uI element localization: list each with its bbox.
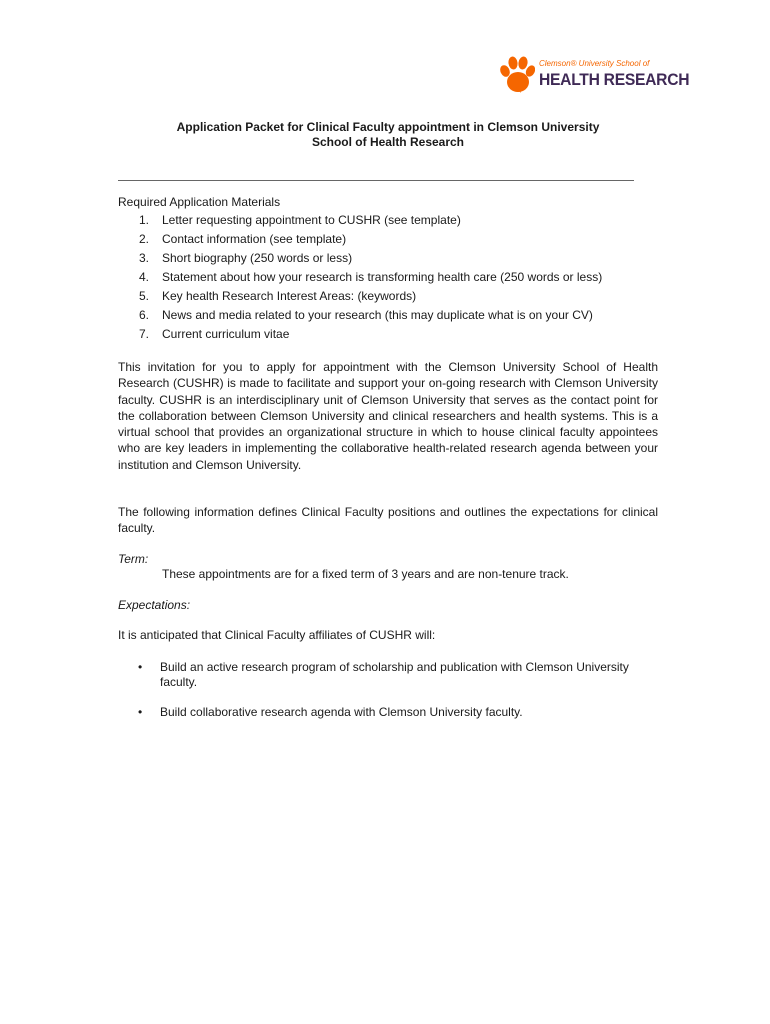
list-number: 6. <box>139 308 150 322</box>
list-item <box>118 327 602 346</box>
school-logo <box>499 56 690 96</box>
list-item <box>118 251 602 270</box>
bullet: • <box>138 705 143 719</box>
list-text: Build collaborative research agenda with Clemson University faculty. <box>160 705 523 719</box>
bullet: • <box>138 660 143 674</box>
horizontal-divider <box>118 180 634 181</box>
list-number: 1. <box>139 213 150 227</box>
title-line-2: School of Health Research <box>311 135 465 149</box>
list-text: Build an active research program of scholarship and publication with Clemson University faculty. <box>160 660 629 689</box>
list-number: 5. <box>139 289 150 303</box>
list-text: News and media related to your research (this may duplicate what is on your CV) <box>162 308 593 322</box>
expectations-list <box>118 660 663 735</box>
title-line-1: Application Packet for Clinical Faculty appointment in Clemson University <box>176 120 600 134</box>
term-text: These appointments are for a fixed term of 3 years and are non-tenure track. <box>162 567 569 581</box>
list-text: Key health Research Interest Areas: (keywords) <box>162 289 417 303</box>
logo-title: HEALTH RESEARCH <box>539 70 690 89</box>
list-number: 2. <box>139 232 150 246</box>
list-text: Contact information (see template) <box>162 232 347 246</box>
list-item <box>118 289 602 308</box>
tiger-paw-icon <box>499 56 535 94</box>
list-item <box>118 213 602 232</box>
logo-subtitle: Clemson® University School of <box>539 59 650 68</box>
intro-paragraph: This invitation for you to apply for appointment with the Clemson University School of Health Research (CUSHR) is made to facilitate and support your on-going research with Clemson University faculty. CUSHR is an interdisciplinary unit of Clemson University that serves as the contact point for the collaboration between Clemson University and clinical researchers and health systems. This is a virtual school that provides an organizational structure in which to house clinical faculty appointees who are key leaders in implementing the collaborative health-related research agenda between your institution and Clemson University. <box>118 360 658 472</box>
list-number: 4. <box>139 270 150 284</box>
expectations-label: Expectations: <box>118 598 191 612</box>
term-label: Term: <box>118 552 149 566</box>
materials-heading: Required Application Materials <box>118 195 281 209</box>
list-item <box>118 270 602 289</box>
expectations-intro: It is anticipated that Clinical Faculty affiliates of CUSHR will: <box>118 628 436 642</box>
list-number: 7. <box>139 327 150 341</box>
list-item <box>118 308 602 327</box>
list-text: Current curriculum vitae <box>162 327 290 341</box>
list-item <box>118 705 663 720</box>
following-paragraph: The following information defines Clinical Faculty positions and outlines the expectations for clinical faculty. <box>118 505 658 536</box>
document-title <box>118 120 658 150</box>
list-number: 3. <box>139 251 150 265</box>
list-item <box>118 660 663 690</box>
list-item <box>118 232 602 251</box>
list-text: Letter requesting appointment to CUSHR (see template) <box>162 213 461 227</box>
list-text: Short biography (250 words or less) <box>162 251 353 265</box>
materials-list <box>118 213 602 346</box>
list-text: Statement about how your research is transforming health care (250 words or less) <box>162 270 603 284</box>
